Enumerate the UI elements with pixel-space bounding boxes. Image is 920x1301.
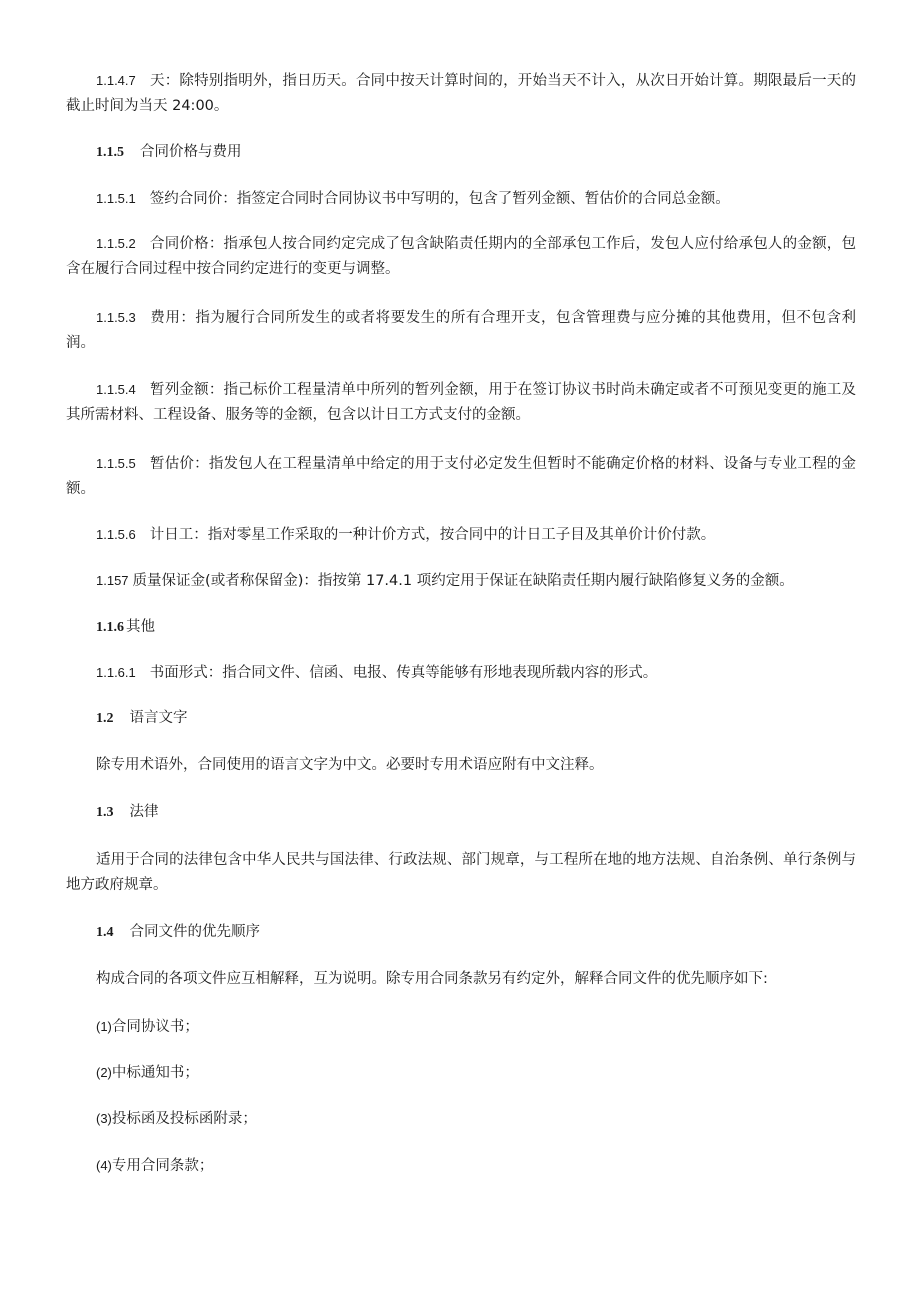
heading-number: 1.1.5 [96,145,124,160]
list-item-4 [96,1153,856,1179]
heading-1-4 [96,920,856,945]
heading-1-2 [96,706,856,731]
clause-1-1-5-5 [66,451,856,502]
clause-number: 1.1.5.6 [96,527,136,542]
heading-number: 1.3 [96,805,114,820]
clause-text: 质量保证金(或者称保留金)：指按第 17.4.1 项约定用于保证在缺陷责任期内履行缺陷修复义务的金额。 [132,573,794,589]
clause-1-1-5-1 [96,186,856,212]
clause-1-1-5-7 [96,568,856,594]
paragraph-text: 除专用术语外，合同使用的语言文字为中文。必要时专用术语应附有中文注释。 [96,757,604,773]
clause-1-1-5-4 [66,377,856,428]
paragraph-1-3-body [66,848,856,898]
clause-number: 1.1.5.2 [96,236,136,251]
list-number: (1) [96,1019,112,1034]
list-item-2 [96,1060,856,1086]
list-item-1 [96,1014,856,1040]
clause-number: 1.1.5.1 [96,191,136,206]
clause-1-1-4-7 [66,68,856,119]
list-number: (2) [96,1065,112,1080]
heading-text: 语言文字 [129,710,188,726]
clause-text: 合同价格：指承包人按合同约定完成了包含缺陷责任期内的全部承包工作后，发包人应付给承包人的金额，包含在履行合同过程中按合同约定进行的变更与调整。 [66,236,856,277]
heading-1-1-5 [96,140,856,165]
list-number: (3) [96,1111,112,1126]
paragraph-text: 构成合同的各项文件应互相解释，互为说明。除专用合同条款另有约定外，解释合同文件的优先顺序如下: [96,971,768,987]
clause-number: 1.1.4.7 [96,73,136,88]
clause-text: 天：除特别指明外，指日历天。合同中按天计算时间的，开始当天不计入，从次日开始计算。期限最后一天的截止时间为当天 24:00。 [66,73,856,114]
heading-number: 1.2 [96,711,114,726]
list-number: (4) [96,1158,112,1173]
heading-1-3 [96,800,856,825]
clause-text: 签约合同价：指签定合同时合同协议书中写明的，包含了暂列金额、暂估价的合同总金额。 [149,191,730,207]
heading-text: 法律 [129,804,159,820]
clause-1-1-5-2 [66,231,856,282]
clause-text: 计日工：指对零星工作采取的一种计价方式，按合同中的计日工子目及其单价计价付款。 [149,527,716,543]
heading-number: 1.4 [96,925,114,940]
clause-number: 1.1.6.1 [96,665,136,680]
clause-1-1-5-6 [96,522,856,548]
heading-1-1-6 [96,615,856,640]
paragraph-1-4-body [96,967,856,992]
clause-text: 书面形式：指合同文件、信函、电报、传真等能够有形地表现所载内容的形式。 [149,665,658,681]
clause-text: 暂列金额：指己标价工程量清单中所列的暂列金额，用于在签订协议书时尚未确定或者不可预见变更的施工及其所需材料、工程设备、服务等的金额，包含以计日工方式支付的金额。 [66,382,856,423]
paragraph-text: 适用于合同的法律包含中华人民共与国法律、行政法规、部门规章，与工程所在地的地方法规、自治条例、单行条例与地方政府规章。 [66,852,856,893]
heading-text: 合同文件的优先顺序 [129,924,260,940]
list-text: 专用合同条款； [111,1158,214,1174]
list-text: 投标函及投标函附录； [111,1111,257,1127]
clause-number: 1.1.5.3 [96,310,136,325]
clause-1-1-5-3 [66,305,856,356]
clause-text: 费用：指为履行合同所发生的或者将要发生的所有合理开支，包含管理费与应分摊的其他费用，但不包含利润。 [66,310,856,351]
heading-text: 合同价格与费用 [140,144,242,160]
heading-text: 其他 [126,619,155,635]
list-text: 中标通知书； [111,1065,199,1081]
clause-1-1-6-1 [96,660,856,686]
paragraph-1-2-body [96,753,856,778]
list-item-3 [96,1106,856,1132]
clause-number: 1.1.5.5 [96,456,136,471]
clause-number: 1.157 [96,573,129,588]
clause-number: 1.1.5.4 [96,382,136,397]
heading-number: 1.1.6 [96,620,124,635]
list-text: 合同协议书； [111,1019,199,1035]
clause-text: 暂估价：指发包人在工程量清单中给定的用于支付必定发生但暂时不能确定价格的材料、设备与专业工程的金额。 [66,456,856,497]
